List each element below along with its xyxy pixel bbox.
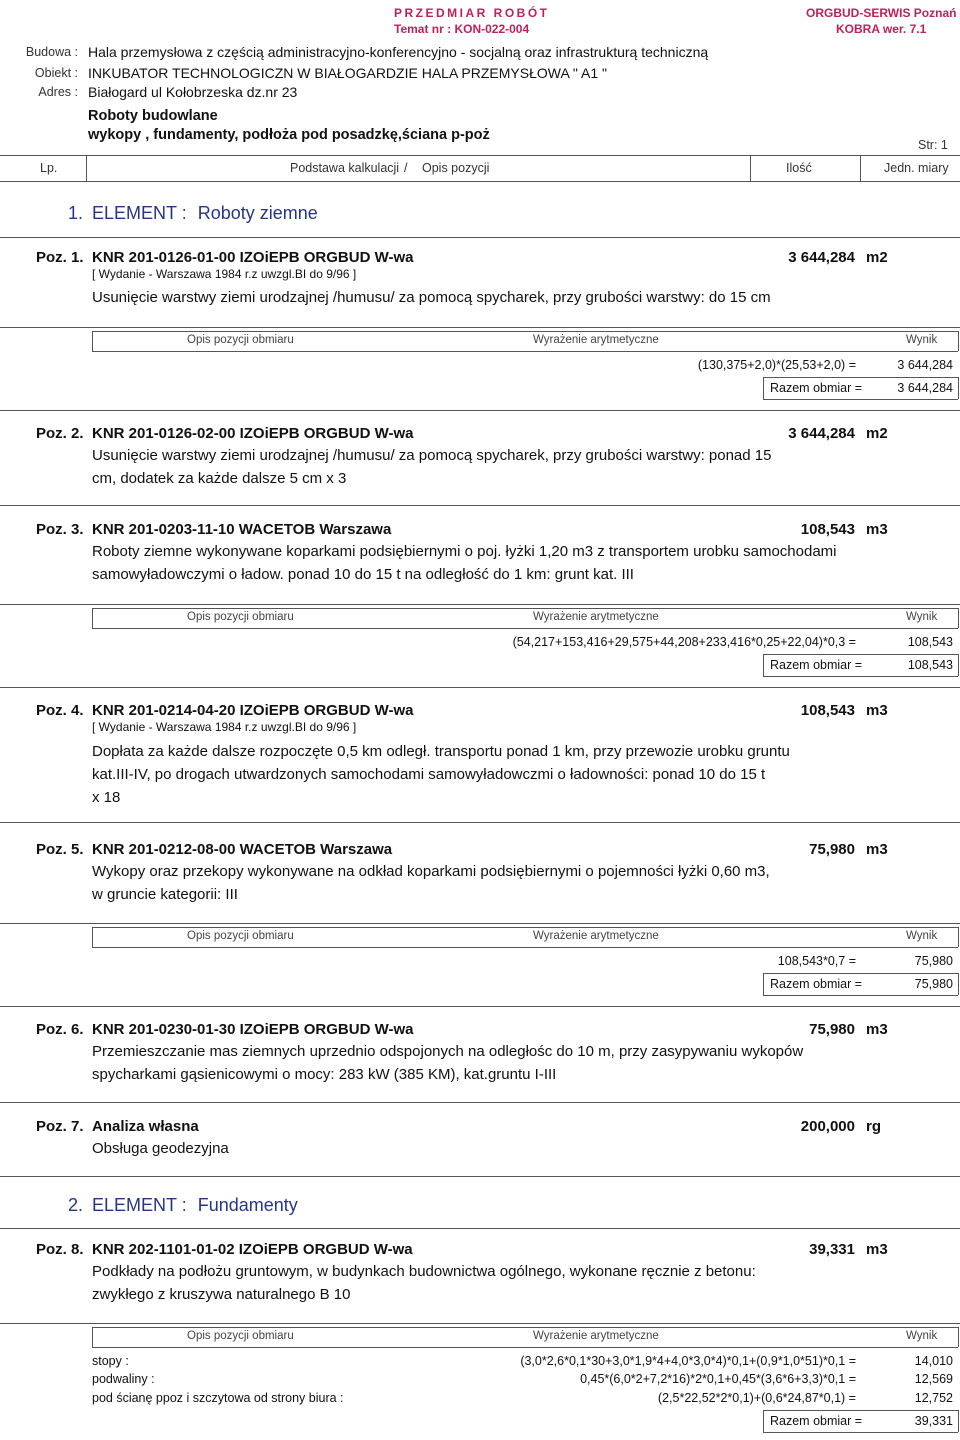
position-separator bbox=[0, 687, 960, 688]
element-name: Roboty ziemne bbox=[197, 203, 318, 223]
razem-label: Razem obmiar = bbox=[770, 977, 863, 991]
measure-frame bbox=[92, 927, 93, 947]
position-code: KNR 201-0126-01-00 IZOiEPB ORGBUD W-wa bbox=[92, 249, 414, 266]
element-name: Fundamenty bbox=[197, 1195, 298, 1215]
measure-expression: (3,0*2,6*0,1*30+3,0*1,9*4+4,0*3,0*4)*0,1+(0,9*1,0*51)*0,1 = bbox=[520, 1354, 856, 1368]
obiekt-value: INKUBATOR TECHNOLOGICZN W BIAŁOGARDZIE HALA PRZEMYSŁOWA " A1 " bbox=[88, 65, 607, 81]
position-description-line: Podkłady na podłożu gruntowym, w budynkach budownictwa ogólnego, wykonane ręcznie z betonu: bbox=[92, 1263, 756, 1280]
position-description-line: Obsługa geodezyjna bbox=[92, 1140, 229, 1157]
razem-value: 75,980 bbox=[914, 977, 953, 991]
position-unit: m3 bbox=[866, 702, 888, 719]
measure-col-opis: Opis pozycji obmiaru bbox=[187, 1330, 294, 1342]
razem-box-bottom bbox=[763, 1432, 958, 1433]
position-number: Poz. 2. bbox=[36, 425, 84, 442]
razem-box-side bbox=[958, 973, 959, 995]
measure-expression: (54,217+153,416+29,575+44,208+233,416*0,25+22,04)*0,3 = bbox=[512, 635, 856, 649]
position-unit: m3 bbox=[866, 1241, 888, 1258]
position-unit: m3 bbox=[866, 841, 888, 858]
razem-box-bottom bbox=[763, 676, 958, 677]
column-ilosc: Ilość bbox=[786, 161, 812, 175]
position-description-line: w gruncie kategorii: III bbox=[92, 886, 238, 903]
position-edition-note: [ Wydanie - Warszawa 1984 r.z uwzgl.BI do 9/96 ] bbox=[92, 720, 357, 734]
company-name: ORGBUD-SERWIS Poznań bbox=[806, 6, 957, 20]
column-podstawa: Podstawa kalkulacji bbox=[290, 161, 400, 175]
razem-box-bottom bbox=[763, 399, 958, 400]
position-separator bbox=[0, 1176, 960, 1177]
measure-result: 14,010 bbox=[914, 1354, 953, 1368]
position-number: Poz. 5. bbox=[36, 841, 84, 858]
razem-value: 108,543 bbox=[907, 658, 953, 672]
position-description-line: samowyładowczymi o ładow. ponad 10 do 15 t na odległość do 1 km: grunt kat. III bbox=[92, 566, 634, 583]
position-description-line: cm, dodatek za każde dalsze 5 cm x 3 bbox=[92, 470, 347, 487]
column-header-top-rule bbox=[0, 155, 960, 156]
position-description: Usunięcie warstwy ziemi urodzajnej /humusu/ za pomocą spycharek, przy grubości warstwy: do 15 cm bbox=[92, 289, 771, 306]
measure-col-wyrazenie: Wyrażenie arytmetyczne bbox=[533, 334, 659, 346]
razem-label: Razem obmiar = bbox=[770, 1414, 863, 1428]
position-separator bbox=[0, 923, 960, 924]
position-description-line: Dopłata za każde dalsze rozpoczęte 0,5 km odległ. transportu ponad 1 km, przy przewozie urobku gruntu bbox=[92, 743, 790, 760]
razem-box-top bbox=[763, 973, 958, 974]
position-quantity: 108,543 bbox=[800, 521, 855, 538]
measure-frame bbox=[958, 608, 959, 628]
position-separator bbox=[0, 327, 960, 328]
position-quantity: 3 644,284 bbox=[788, 249, 855, 266]
position-unit: m2 bbox=[866, 425, 888, 442]
measure-col-opis: Opis pozycji obmiaru bbox=[187, 611, 294, 623]
razem-value: 3 644,284 bbox=[897, 381, 953, 395]
measure-result: 108,543 bbox=[907, 635, 953, 649]
position-code: KNR 201-0214-04-20 IZOiEPB ORGBUD W-wa bbox=[92, 702, 414, 719]
position-unit: m3 bbox=[866, 521, 888, 538]
measure-col-wynik: Wynik bbox=[906, 930, 938, 942]
position-separator bbox=[0, 237, 960, 238]
position-description-line: spycharkami gąsienicowymi o mocy: 283 kW (385 KM), kat.gruntu I-III bbox=[92, 1066, 557, 1083]
position-code: KNR 201-0212-08-00 WACETOB Warszawa bbox=[92, 841, 393, 858]
measure-header-bottom-rule bbox=[92, 1347, 958, 1348]
razem-box-bottom bbox=[763, 995, 958, 996]
position-separator bbox=[0, 1323, 960, 1324]
element-number: 1. bbox=[68, 203, 84, 223]
measure-col-wyrazenie: Wyrażenie arytmetyczne bbox=[533, 1330, 659, 1342]
measure-frame bbox=[92, 608, 93, 628]
razem-box-side bbox=[958, 377, 959, 399]
position-number: Poz. 7. bbox=[36, 1118, 84, 1135]
razem-box-top bbox=[763, 1410, 958, 1411]
measure-frame bbox=[92, 1327, 93, 1347]
measure-frame bbox=[958, 1327, 959, 1347]
element-label: ELEMENT : bbox=[92, 203, 187, 223]
position-quantity: 108,543 bbox=[800, 702, 855, 719]
position-description-line: Roboty ziemne wykonywane koparkami podsiębiernymi o poj. łyżki 1,20 m3 z transportem urobku samochodami bbox=[92, 543, 837, 560]
measure-header-bottom-rule bbox=[92, 351, 958, 352]
position-description-line: Usunięcie warstwy ziemi urodzajnej /humusu/ za pomocą spycharek, przy grubości warstwy: ponad 15 bbox=[92, 447, 772, 464]
measure-col-wynik: Wynik bbox=[906, 1330, 938, 1342]
column-divider bbox=[86, 155, 87, 181]
razem-box-side bbox=[958, 1410, 959, 1432]
measure-col-wynik: Wynik bbox=[906, 334, 938, 346]
budowa-label: Budowa : bbox=[25, 45, 78, 59]
position-quantity: 75,980 bbox=[809, 1021, 855, 1038]
measure-result: 12,569 bbox=[914, 1372, 953, 1386]
measure-result: 3 644,284 bbox=[897, 358, 953, 372]
position-number: Poz. 6. bbox=[36, 1021, 84, 1038]
position-code: KNR 201-0230-01-30 IZOiEPB ORGBUD W-wa bbox=[92, 1021, 414, 1038]
page-number: Str: 1 bbox=[918, 138, 948, 152]
position-description-line: kat.III-IV, po drogach utwardzonych samochodami samowyładowczmi o ładowności: ponad 10 do 15 t bbox=[92, 766, 766, 783]
position-separator bbox=[0, 1102, 960, 1103]
position-code: KNR 201-0126-02-00 IZOiEPB ORGBUD W-wa bbox=[92, 425, 414, 442]
measure-row-label: stopy : bbox=[92, 1354, 129, 1368]
column-jedn: Jedn. miary bbox=[884, 161, 949, 175]
position-code: KNR 202-1101-01-02 IZOiEPB ORGBUD W-wa bbox=[92, 1241, 413, 1258]
position-quantity: 3 644,284 bbox=[788, 425, 855, 442]
position-edition-note: [ Wydanie - Warszawa 1984 r.z uwzgl.BI do 9/96 ] bbox=[92, 267, 357, 281]
position-separator bbox=[0, 1006, 960, 1007]
element-heading bbox=[68, 1195, 298, 1216]
measure-frame bbox=[958, 927, 959, 947]
measure-expression: (2,5*22,52*2*0,1)+(0,6*24,87*0,1) = bbox=[657, 1391, 856, 1405]
measure-header-bottom-rule bbox=[92, 947, 958, 948]
column-slash: / bbox=[404, 161, 408, 175]
column-divider bbox=[750, 155, 751, 181]
measure-expression: 0,45*(6,0*2+7,2*16)*2*0,1+0,45*(3,6*6+3,3)*0,1 = bbox=[580, 1372, 856, 1386]
position-code: KNR 201-0203-11-10 WACETOB Warszawa bbox=[92, 521, 392, 538]
measure-header-top-rule bbox=[92, 608, 958, 609]
position-description-line: Wykopy oraz przekopy wykonywane na odkład koparkami podsiębiernymi o pojemności łyżki 0,60 m3, bbox=[92, 863, 770, 880]
razem-box-side bbox=[763, 377, 764, 399]
position-code: Analiza własna bbox=[92, 1118, 199, 1135]
position-unit: m3 bbox=[866, 1021, 888, 1038]
adres-label: Adres : bbox=[38, 85, 78, 99]
razem-label: Razem obmiar = bbox=[770, 381, 863, 395]
element-label: ELEMENT : bbox=[92, 1195, 187, 1215]
position-description-line: Przemieszczanie mas ziemnych uprzednio odspojonych na odległośc do 10 m, przy zasypywaniu wykopów bbox=[92, 1043, 804, 1060]
column-opis: Opis pozycji bbox=[422, 161, 490, 175]
position-unit: rg bbox=[866, 1118, 881, 1135]
razem-box-side bbox=[763, 654, 764, 676]
works-scope: wykopy , fundamenty, podłoża pod posadzkę,ściana p-poż bbox=[88, 127, 490, 143]
position-number: Poz. 4. bbox=[36, 702, 84, 719]
works-type: Roboty budowlane bbox=[88, 108, 218, 124]
topic-number: Temat nr : KON-022-004 bbox=[394, 22, 530, 36]
razem-box-side bbox=[763, 973, 764, 995]
obiekt-label: Obiekt : bbox=[34, 66, 78, 80]
razem-box-top bbox=[763, 654, 958, 655]
measure-col-wyrazenie: Wyrażenie arytmetyczne bbox=[533, 930, 659, 942]
position-separator bbox=[0, 604, 960, 605]
measure-expression: (130,375+2,0)*(25,53+2,0) = bbox=[697, 358, 856, 372]
position-description-line: x 18 bbox=[92, 789, 121, 806]
column-header-bottom-rule bbox=[0, 181, 960, 182]
measure-result: 12,752 bbox=[914, 1391, 953, 1405]
razem-box-top bbox=[763, 377, 958, 378]
razem-value: 39,331 bbox=[914, 1414, 953, 1428]
element-number: 2. bbox=[68, 1195, 84, 1215]
position-number: Poz. 8. bbox=[36, 1241, 84, 1258]
position-separator bbox=[0, 1228, 960, 1229]
budowa-value: Hala przemysłowa z częścią administracyjno-konferencyjno - socjalną oraz infrastrukturą techniczną bbox=[88, 44, 709, 60]
measure-frame bbox=[92, 331, 93, 351]
element-heading bbox=[68, 203, 318, 224]
position-quantity: 200,000 bbox=[800, 1118, 855, 1135]
position-number: Poz. 3. bbox=[36, 521, 84, 538]
measure-header-top-rule bbox=[92, 331, 958, 332]
razem-box-side bbox=[958, 654, 959, 676]
column-divider bbox=[860, 155, 861, 181]
measure-result: 75,980 bbox=[914, 954, 953, 968]
position-unit: m2 bbox=[866, 249, 888, 266]
document-title: PRZEDMIAR ROBÓT bbox=[394, 6, 550, 20]
measure-header-top-rule bbox=[92, 1327, 958, 1328]
razem-label: Razem obmiar = bbox=[770, 658, 863, 672]
position-description-line: zwykłego z kruszywa naturalnego B 10 bbox=[92, 1286, 351, 1303]
measure-col-wyrazenie: Wyrażenie arytmetyczne bbox=[533, 611, 659, 623]
measure-header-top-rule bbox=[92, 927, 958, 928]
position-quantity: 39,331 bbox=[809, 1241, 855, 1258]
adres-value: Białogard ul Kołobrzeska dz.nr 23 bbox=[88, 84, 298, 100]
measure-frame bbox=[958, 331, 959, 351]
measure-row-label: podwaliny : bbox=[92, 1372, 155, 1386]
measure-col-wynik: Wynik bbox=[906, 611, 938, 623]
razem-box-side bbox=[763, 1410, 764, 1432]
measure-expression: 108,543*0,7 = bbox=[777, 954, 856, 968]
program-version: KOBRA wer. 7.1 bbox=[836, 22, 927, 36]
position-separator bbox=[0, 505, 960, 506]
position-separator bbox=[0, 822, 960, 823]
measure-header-bottom-rule bbox=[92, 628, 958, 629]
measure-col-opis: Opis pozycji obmiaru bbox=[187, 930, 294, 942]
measure-col-opis: Opis pozycji obmiaru bbox=[187, 334, 294, 346]
position-number: Poz. 1. bbox=[36, 249, 84, 266]
position-quantity: 75,980 bbox=[809, 841, 855, 858]
column-lp: Lp. bbox=[40, 161, 58, 175]
position-separator bbox=[0, 410, 960, 411]
measure-row-label: pod ścianę ppoz i szczytowa od strony biura : bbox=[92, 1391, 344, 1405]
